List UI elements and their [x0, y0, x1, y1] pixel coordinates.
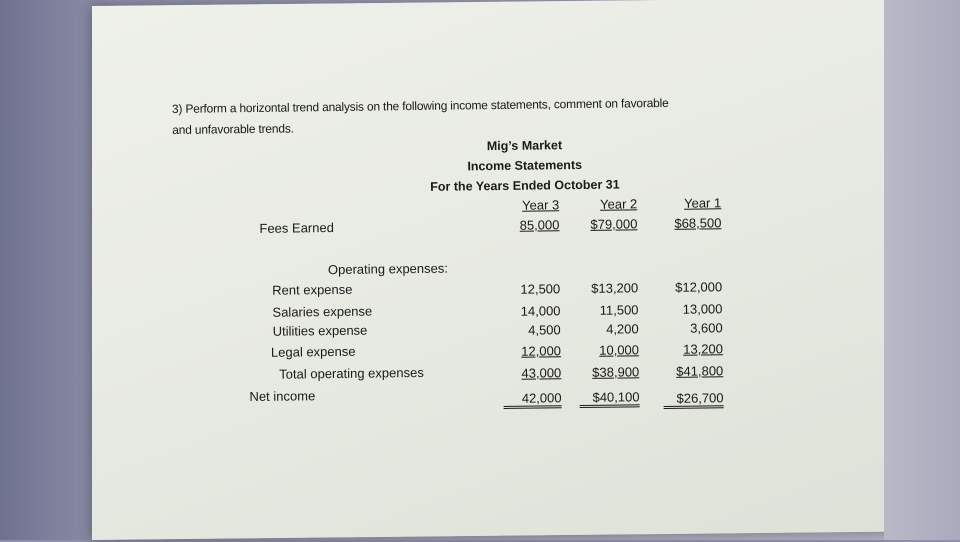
statement-title: Income Statements — [467, 157, 583, 174]
statement-period: For the Years Ended October 31 — [430, 177, 620, 194]
total-operating-year-3: 43,000 — [521, 365, 562, 381]
legal-expense-year-3: 12,000 — [521, 343, 562, 359]
rent-expense-year-3: 12,500 — [520, 281, 561, 297]
net-income-year-2: $40,100 — [579, 390, 639, 408]
utilities-expense-year-3: 4,500 — [528, 322, 561, 338]
rent-expense-year-1: $12,000 — [675, 279, 723, 295]
company-name: Mig’s Market — [486, 138, 563, 154]
salaries-expense-year-3: 14,000 — [520, 303, 561, 319]
utilities-expense-year-2: 4,200 — [606, 321, 639, 337]
legal-expense-year-2: 10,000 — [599, 342, 640, 358]
salaries-expense-year-2: 11,500 — [599, 302, 639, 318]
net-income-year-3: 42,000 — [503, 391, 561, 409]
total-operating-expenses-label: Total operating expenses — [279, 364, 424, 382]
utilities-expense-label: Utilities expense — [272, 322, 368, 339]
question-line-1: 3) Perform a horizontal trend analysis on the following income statements, comment on favorable — [171, 95, 669, 116]
total-operating-year-1: $41,800 — [676, 363, 724, 379]
operating-expenses-label: Operating expenses: — [327, 260, 449, 278]
fees-earned-year-1: $68,500 — [674, 215, 722, 231]
column-header-year-2: Year 2 — [599, 196, 638, 212]
salaries-expense-label: Salaries expense — [272, 303, 373, 320]
legal-expense-label: Legal expense — [270, 343, 356, 360]
net-income-label: Net income — [249, 388, 316, 405]
rent-expense-label: Rent expense — [272, 281, 353, 298]
question-line-2: and unfavorable trends. — [172, 121, 294, 137]
column-header-year-1: Year 1 — [683, 195, 722, 211]
total-operating-year-2: $38,900 — [592, 364, 640, 380]
salaries-expense-year-1: 13,000 — [682, 301, 723, 317]
fees-earned-year-2: $79,000 — [590, 216, 638, 232]
fees-earned-year-3: 85,000 — [519, 217, 560, 233]
legal-expense-year-1: 13,200 — [683, 341, 724, 357]
utilities-expense-year-1: 3,600 — [690, 320, 723, 336]
rent-expense-year-2: $13,200 — [591, 280, 639, 296]
fees-earned-label: Fees Earned — [259, 220, 334, 236]
net-income-year-1: $26,700 — [663, 391, 723, 409]
column-header-year-3: Year 3 — [521, 197, 560, 213]
